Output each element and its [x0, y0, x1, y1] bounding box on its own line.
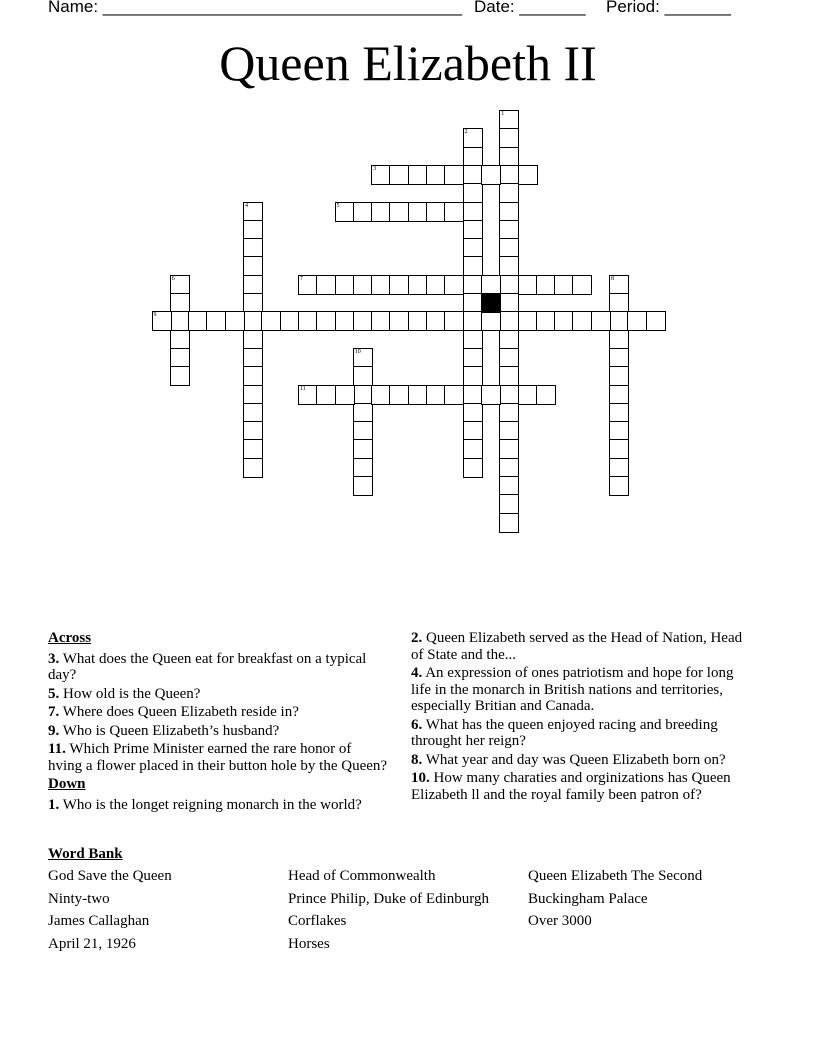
crossword-cell[interactable] [243, 238, 263, 258]
word-bank-item: God Save the Queen [48, 868, 172, 884]
crossword-cell[interactable] [353, 366, 373, 386]
crossword-cell[interactable] [353, 385, 373, 405]
clue-down-4: 4. An expression of ones patriotism and hope for long life in the monarch in British nations and territories, especially Britian and Canada. [411, 665, 734, 714]
crossword-cell[interactable] [353, 439, 373, 459]
crossword-cell[interactable] [499, 403, 519, 423]
crossword-cell[interactable] [463, 220, 483, 240]
crossword-cell[interactable] [499, 165, 519, 185]
crossword-cell[interactable] [353, 348, 373, 368]
crossword-cell[interactable] [280, 311, 300, 331]
crossword-cell[interactable] [371, 385, 391, 405]
crossword-cell[interactable] [243, 256, 263, 276]
clue-number: 1 [501, 111, 505, 117]
crossword-cell[interactable] [609, 275, 629, 295]
word-bank-item: Prince Philip, Duke of Edinburgh [288, 891, 489, 907]
crossword-cell[interactable] [243, 293, 263, 313]
crossword-cell[interactable] [463, 275, 483, 295]
crossword-cell[interactable] [481, 275, 501, 295]
clue-number: 5 [336, 202, 340, 209]
crossword-cell[interactable] [353, 275, 373, 295]
date-field-label: Date: _______ [474, 0, 586, 16]
crossword-cell[interactable] [243, 330, 263, 350]
crossword-cell[interactable] [426, 202, 446, 222]
crossword-cell[interactable] [499, 220, 519, 240]
crossword-cell[interactable] [609, 330, 629, 350]
crossword-cell[interactable] [499, 202, 519, 222]
crossword-cell[interactable] [243, 366, 263, 386]
crossword-cell[interactable] [536, 385, 556, 405]
crossword-cell[interactable] [335, 275, 355, 295]
crossword-cell[interactable] [572, 311, 592, 331]
crossword-cell[interactable] [463, 293, 483, 313]
crossword-cell[interactable] [298, 385, 318, 405]
crossword-cell[interactable] [463, 385, 483, 405]
word-bank-item: James Callaghan [48, 913, 150, 929]
crossword-cell[interactable] [609, 476, 629, 496]
crossword-cell[interactable] [499, 348, 519, 368]
crossword-cell[interactable] [426, 311, 446, 331]
crossword-cell[interactable] [170, 366, 190, 386]
crossword-cell[interactable] [389, 165, 409, 185]
crossword-cell[interactable] [518, 275, 538, 295]
crossword-cell[interactable] [170, 311, 190, 331]
crossword-cell[interactable] [499, 385, 519, 405]
clue-across-5: 5. How old is the Queen? [48, 685, 201, 702]
crossword-cell[interactable] [353, 458, 373, 478]
crossword-cell[interactable] [225, 311, 245, 331]
crossword-cell[interactable] [499, 421, 519, 441]
crossword-cell[interactable] [371, 275, 391, 295]
word-bank-item: April 21, 1926 [48, 936, 136, 952]
crossword-cell[interactable] [408, 385, 428, 405]
clue-down-8: 8. What year and day was Queen Elizabeth born on? [411, 751, 726, 768]
crossword-cell[interactable] [316, 385, 336, 405]
crossword-cell[interactable] [463, 439, 483, 459]
crossword-cell[interactable] [389, 202, 409, 222]
crossword-cell[interactable] [261, 311, 281, 331]
crossword-cell[interactable] [463, 147, 483, 167]
word-bank-item: Ninty-two [48, 891, 110, 907]
crossword-cell[interactable] [463, 330, 483, 350]
crossword-cell[interactable] [609, 293, 629, 313]
crossword-cell[interactable] [481, 165, 501, 185]
clue-across-3: 3. What does the Queen eat for breakfast on a typical day? [48, 650, 367, 683]
crossword-cell[interactable] [591, 311, 611, 331]
crossword-cell[interactable] [609, 458, 629, 478]
crossword-cell[interactable] [499, 476, 519, 496]
crossword-cell[interactable] [444, 275, 464, 295]
crossword-cell[interactable] [408, 165, 428, 185]
crossword-cell[interactable] [646, 311, 666, 331]
crossword-cell[interactable] [499, 256, 519, 276]
crossword-cell[interactable] [499, 439, 519, 459]
across-heading: Across [48, 630, 92, 646]
crossword-cell[interactable] [170, 348, 190, 368]
crossword-cell[interactable] [243, 348, 263, 368]
word-bank-heading: Word Bank [48, 846, 123, 862]
crossword-cell[interactable] [316, 275, 336, 295]
clue-down-6: 6. What has the queen enjoyed racing and breeding throught her reign? [411, 716, 718, 749]
crossword-cell[interactable] [335, 385, 355, 405]
down-heading: Down [48, 776, 86, 792]
crossword-cell[interactable] [499, 238, 519, 258]
crossword-cell[interactable] [499, 147, 519, 167]
crossword-cell[interactable] [481, 385, 501, 405]
crossword-cell[interactable] [170, 275, 190, 295]
crossword-cell[interactable] [499, 330, 519, 350]
crossword-cell[interactable] [499, 494, 519, 514]
crossword-cell[interactable] [426, 385, 446, 405]
crossword-cell[interactable] [554, 275, 574, 295]
crossword-cell[interactable] [444, 202, 464, 222]
clue-number: 10 [354, 348, 361, 355]
clues-left-column [48, 630, 388, 815]
crossword-cell[interactable] [536, 311, 556, 331]
crossword-cell[interactable] [444, 385, 464, 405]
crossword-cell[interactable] [499, 183, 519, 203]
crossword-cell[interactable] [609, 366, 629, 386]
crossword-cell[interactable] [243, 311, 263, 331]
crossword-cell[interactable] [463, 458, 483, 478]
word-bank-item: Corflakes [288, 913, 347, 929]
clue-number: 7 [299, 275, 303, 282]
crossword-cell[interactable] [499, 110, 519, 130]
crossword-cell[interactable] [463, 311, 483, 331]
crossword-cell[interactable] [353, 476, 373, 496]
crossword-cell[interactable] [499, 293, 519, 313]
word-bank-item: Horses [288, 936, 330, 952]
crossword-cell[interactable] [444, 311, 464, 331]
word-bank-item: Head of Commonwealth [288, 868, 436, 884]
crossword-cell[interactable] [463, 238, 483, 258]
crossword-cell[interactable] [170, 293, 190, 313]
crossword-cell[interactable] [572, 275, 592, 295]
crossword-cell[interactable] [335, 202, 355, 222]
crossword-cell[interactable] [444, 165, 464, 185]
crossword-cell[interactable] [463, 366, 483, 386]
name-field-label: Name: ______________________________________ [48, 0, 463, 16]
crossword-cell[interactable] [463, 202, 483, 222]
crossword-cell[interactable] [298, 311, 318, 331]
crossword-cell[interactable] [499, 311, 519, 331]
crossword-cell[interactable] [353, 421, 373, 441]
clue-number: 8 [611, 275, 614, 282]
crossword-cell[interactable] [243, 385, 263, 405]
crossword-cell[interactable] [353, 403, 373, 423]
crossword-cell[interactable] [243, 458, 263, 478]
crossword-cell[interactable] [609, 403, 629, 423]
crossword-cell[interactable] [353, 311, 373, 331]
clue-across-7: 7. Where does Queen Elizabeth reside in? [48, 704, 299, 720]
crossword-cell[interactable] [609, 311, 629, 331]
crossword-cell[interactable] [243, 421, 263, 441]
crossword-cell[interactable] [609, 439, 629, 459]
crossword-cell[interactable] [554, 311, 574, 331]
crossword-cell[interactable] [463, 421, 483, 441]
crossword-cell[interactable] [335, 311, 355, 331]
clue-across-9: 9. Who is Queen Elizabeth’s husband? [48, 722, 280, 739]
clue-number: 9 [153, 312, 157, 319]
crossword-cell[interactable] [408, 311, 428, 331]
clues-right-column [411, 630, 751, 805]
crossword-cell[interactable] [463, 128, 483, 148]
crossword-cell[interactable] [243, 220, 263, 240]
crossword-cell[interactable] [463, 348, 483, 368]
clue-number: 2 [464, 129, 468, 136]
crossword-cell[interactable] [609, 421, 629, 441]
crossword-cell[interactable] [389, 385, 409, 405]
crossword-cell[interactable] [609, 385, 629, 405]
clue-number: 4 [245, 202, 248, 209]
crossword-cell[interactable] [609, 348, 629, 368]
crossword-cell[interactable] [463, 256, 483, 276]
crossword-cell[interactable] [353, 202, 373, 222]
crossword-cell[interactable] [389, 275, 409, 295]
crossword-cell[interactable] [627, 311, 647, 331]
period-field-label: Period: _______ [606, 0, 731, 16]
crossword-cell[interactable] [243, 275, 263, 295]
crossword-cell[interactable] [408, 275, 428, 295]
clue-across-11: 11. Which Prime Minister earned the rare honor of hving a flower placed in their button hole by the Queen? [48, 741, 388, 774]
crossword-cell[interactable] [170, 330, 190, 350]
clue-down-10: 10. How many charaties and orginizations has Queen Elizabeth ll and the royal family been patron of? [411, 770, 731, 803]
clue-number: 11 [299, 385, 306, 392]
crossword-cell[interactable] [499, 513, 519, 533]
crossword-cell[interactable] [243, 403, 263, 423]
crossword-cell[interactable] [518, 311, 538, 331]
crossword-cell[interactable] [206, 311, 226, 331]
word-bank-item: Queen Elizabeth The Second [528, 868, 703, 884]
crossword-cell[interactable] [499, 458, 519, 478]
word-bank-item: Over 3000 [528, 913, 592, 929]
crossword-cell[interactable] [389, 311, 409, 331]
crossword-cell[interactable] [518, 385, 538, 405]
crossword-cell[interactable] [243, 202, 263, 222]
crossword-cell[interactable] [463, 165, 483, 185]
clue-number: 3 [373, 165, 377, 172]
crossword-cell[interactable] [188, 311, 208, 331]
crossword-blocked-cell [481, 293, 501, 313]
clue-down-1: 1. Who is the longet reigning monarch in the world? [48, 796, 362, 813]
crossword-cell[interactable] [481, 311, 501, 331]
crossword-cell[interactable] [499, 128, 519, 148]
crossword-cell[interactable] [243, 439, 263, 459]
crossword-cell[interactable] [371, 165, 391, 185]
crossword-cell[interactable] [371, 202, 391, 222]
clue-number: 6 [171, 275, 175, 282]
crossword-cell[interactable] [426, 165, 446, 185]
crossword-cell[interactable] [408, 202, 428, 222]
crossword-cell[interactable] [426, 275, 446, 295]
crossword-cell[interactable] [316, 311, 336, 331]
page-title: Queen Elizabeth II [219, 35, 597, 91]
crossword-cell[interactable] [463, 183, 483, 203]
clue-down-2: 2. Queen Elizabeth served as the Head of Nation, Head of State and the... [411, 630, 743, 663]
crossword-cell[interactable] [536, 275, 556, 295]
word-bank-item: Buckingham Palace [528, 891, 648, 907]
crossword-cell[interactable] [298, 275, 318, 295]
crossword-cell[interactable] [499, 366, 519, 386]
crossword-cell[interactable] [152, 311, 172, 331]
crossword-cell[interactable] [463, 403, 483, 423]
crossword-cell[interactable] [518, 165, 538, 185]
crossword-cell[interactable] [371, 311, 391, 331]
crossword-cell[interactable] [499, 275, 519, 295]
